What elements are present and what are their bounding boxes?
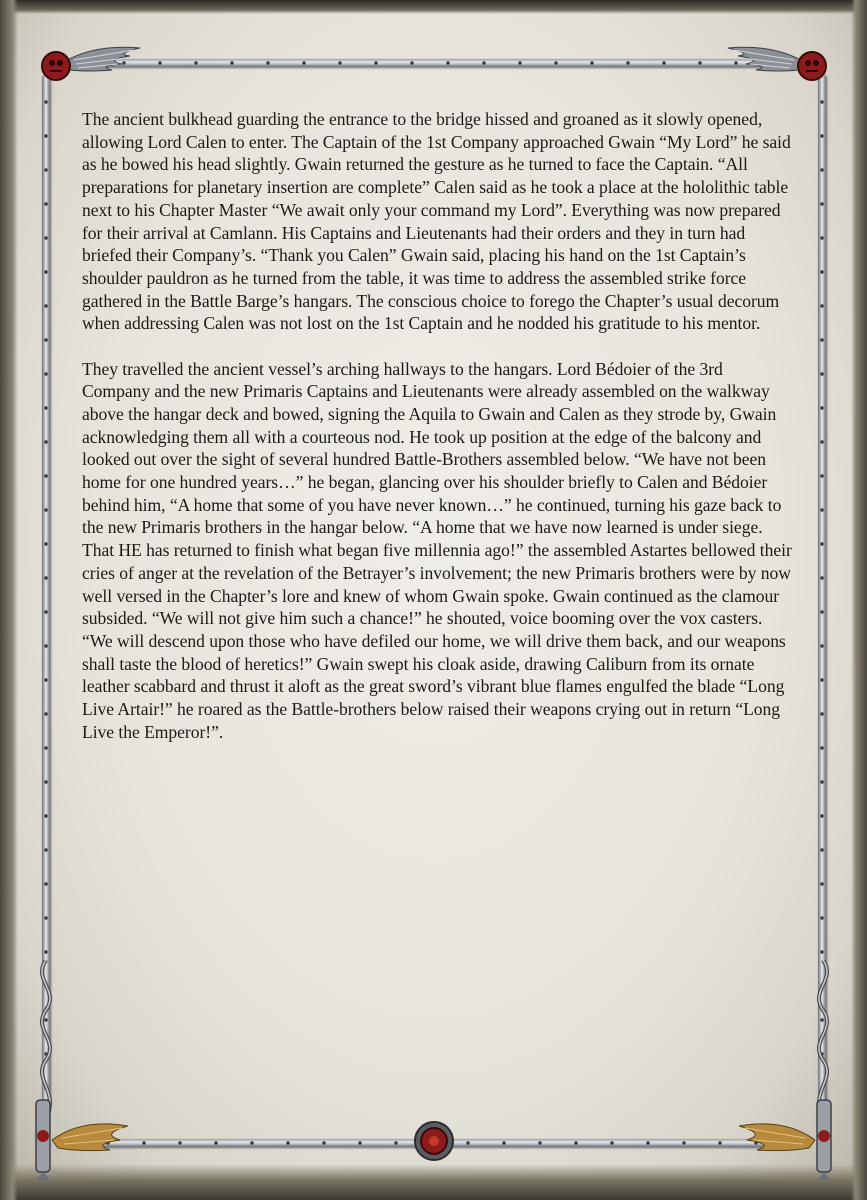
- story-text: [82, 108, 794, 766]
- frame-right-rivets: [818, 85, 826, 1095]
- frame-left-rivets: [42, 85, 50, 1095]
- paragraph: They travelled the ancient vessel’s arching hallways to the hangars. Lord Bédoier of the 3rd Company and the new Primaris Captains and Lieutenants were already assembled on the walkway above the hangar deck and bowed, signing the Aquila to Gwain and Calen as they strode by, Gwain acknowledging them all with a courteous nod. He took up position at the edge of the balcony and looked out over the sight of several hundred Battle-Brothers assembled below. “We have not been home for one hundred years…” he began, glancing over his shoulder briefly to Calen and Bédoier behind him, “A home that some of you have never known…” he continued, turning his gaze back to the new Primaris brothers in the hangar below. “A home that we have now learned is under siege. That HE has returned to finish what began five millennia ago!” the assembled Astartes bellowed their cries of anger at the revelation of the Betrayer’s involvement; the new Primaris brothers were by now well versed in the Chapter’s lore and knew of whom Gwain spoke. Gwain continued as the clamour subsided. “We will not give him such a chance!” he shouted, voice booming over the vox casters. “We will descend upon those who have defiled our home, we will drive them back, and our weapons shall taste the blood of heretics!” Gwain swept his cloak aside, drawing Caliburn from its ornate leather scabbard and thrust it aloft as the great sword’s vibrant blue flames engulfed the blade “Long Live Artair!” he roared as the Battle-brothers below raised their weapons crying out in return “Long Live the Emperor!”.: [82, 358, 792, 742]
- grunge-edge-right: [851, 0, 867, 1200]
- paragraph: The ancient bulkhead guarding the entrance to the bridge hissed and groaned as it slowly opened, allowing Lord Calen to enter. The Captain of the 1st Company approached Gwain “My Lord” he said as he bowed his head slightly. Gwain returned the gesture as he turned to face the Captain. “All preparations for planetary insertion are complete” Calen said as he took a place at the hololithic table next to his Chapter Master “We await only your command my Lord”. Everything was now prepared for their arrival at Camlann. His Captains and Lieutenants had their orders and they in turn had briefed their Company’s. “Thank you Calen” Gwain said, placing his hand on the 1st Captain’s shoulder pauldron as he turned from the table, it was time to address the assembled strike force gathered in the Battle Barge’s hangars. The conscious choice to forego the Chapter’s usual decorum when addressing Calen was not lost on the 1st Captain and he nodded his gratitude to his mentor.: [82, 109, 791, 334]
- laurel-wing-icon: [735, 1090, 845, 1180]
- frame-top-rivets: [70, 59, 797, 67]
- red-seal-icon: [413, 1120, 455, 1162]
- grunge-edge-top: [0, 0, 867, 14]
- winged-skull-icon: [724, 40, 834, 90]
- grunge-edge-left: [0, 0, 18, 1200]
- winged-skull-icon: [34, 40, 144, 90]
- laurel-wing-icon: [22, 1090, 132, 1180]
